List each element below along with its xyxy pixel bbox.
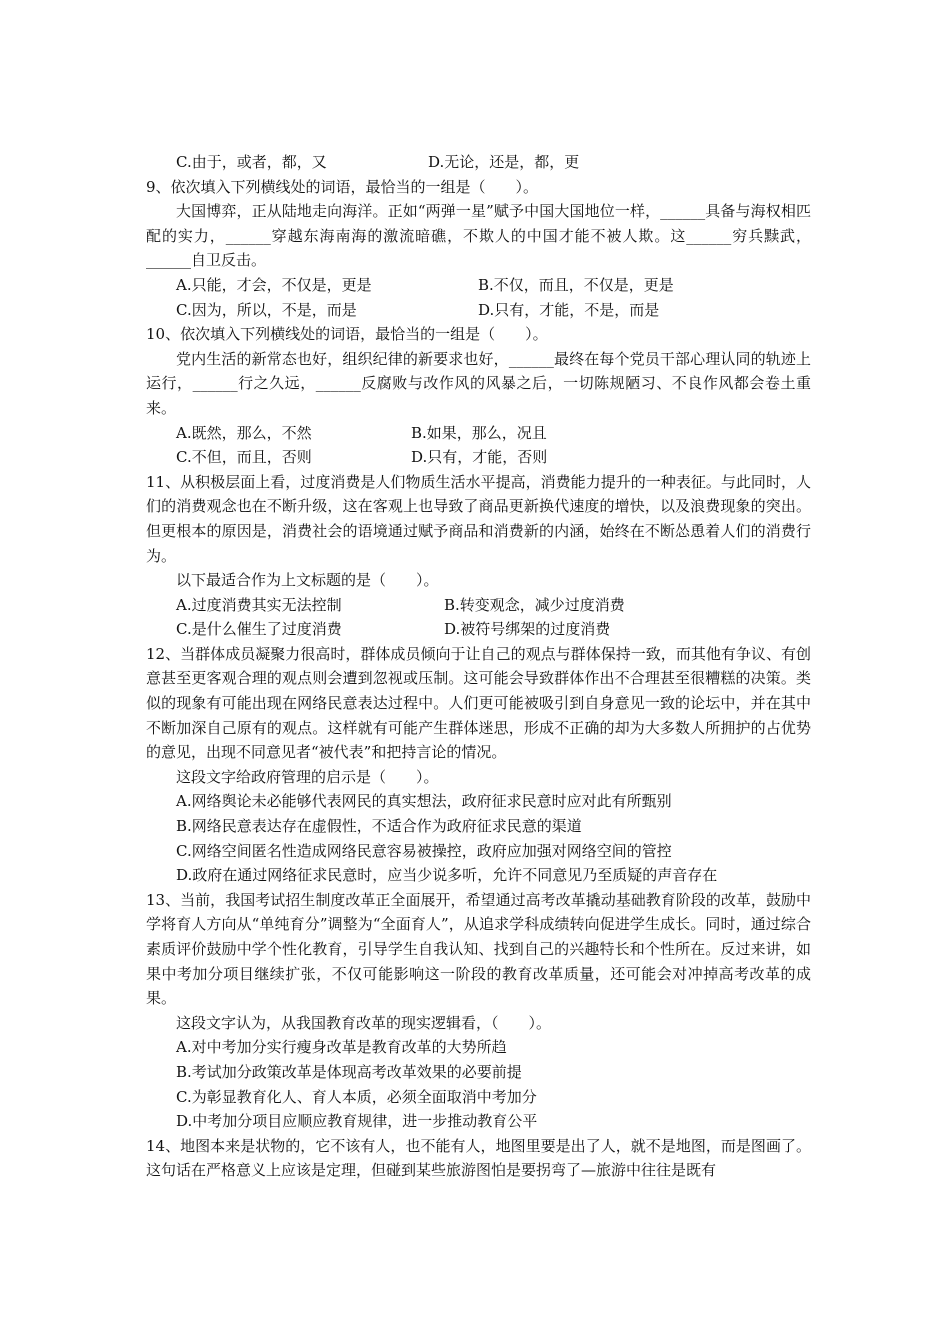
q10-options-row-1 [146,421,811,446]
q12-option-c: C.网络空间匿名性造成网络民意容易被操控，政府应加强对网络空间的管控 [176,841,672,860]
q11-option-a: A.过度消费其实无法控制 [176,595,342,614]
q12-passage: 12、当群体成员凝聚力很高时，群体成员倾向于让自己的观点与群体保持一致，而其他有争议、有创意甚至更客观合理的观点则会遭到忽视或压制。这可能会导致群体作出不合理甚至很糟糕的决策。类似的现象有可能出现在网络民意表达过程中。人们更可能被吸引到自身意见一致的论坛中，并在其中不断加深自己原有的观点。这样就有可能产生群体迷思，形成不正确的却为大多数人所拥护的占优势的意见，出现不同意见者“被代表”和把持言论的情况。 [146,644,811,762]
q13-stem: 这段文字认为，从我国教育改革的现实逻辑看，（ ）。 [176,1013,552,1032]
q11-stem: 以下最适合作为上文标题的是（ ）。 [176,571,439,590]
q13-option-a: A.对中考加分实行瘦身改革是教育改革的大势所趋 [176,1038,507,1057]
q12-stem: 这段文字给政府管理的启示是（ ）。 [176,767,439,786]
q10-stem: 10、依次填入下列横线处的词语，最恰当的一组是（ ）。 [146,325,548,344]
q14-passage: 14、地图本来是状物的，它不该有人，也不能有人，地图里要是出了人，就不是地图，而是图画了。这句话在严格意义上应该是定理，但碰到某些旅游图怕是要拐弯了—旅游中往往是既有 [146,1136,811,1180]
q11-option-b: B.转变观念，减少过度消费 [444,595,625,614]
q11-option-c: C.是什么催生了过度消费 [176,620,342,639]
q9-stem: 9、依次填入下列横线处的词语，最恰当的一组是（ ）。 [146,177,539,196]
q8-options-row [146,150,811,175]
q13-passage: 13、当前，我国考试招生制度改革正全面展开，希望通过高考改革撬动基础教育阶段的改革，鼓励中学将育人方向从“单纯育分”调整为“全面育人”，从追求学科成绩转向促进学生成长。同时，通过综合素质评价鼓励中学个性化教育，引导学生自我认知、找到自己的兴趣特长和个性所在。反过来讲，如果中考加分项目继续扩张，不仅可能影响这一阶段的教育改革质量，还可能会对冲掉高考改革的成果。 [146,890,811,1008]
q12-option-d: D.政府在通过网络征求民意时，应当少说多听，允许不同意见乃至质疑的声音存在 [176,866,718,885]
q9-passage: 大国博弈，正从陆地走向海洋。正如“两弹一星”赋予中国大国地位一样，______具备与海权相匹配的实力，______穿越东海南海的激流暗礁，不欺人的中国才能不被人欺。这______穷兵黩武，______自卫反击。 [146,202,811,270]
q10-option-c: C.不但，而且，否则 [176,448,312,467]
q10-options-row-2 [146,445,811,470]
q9-option-d: D.只有，才能，不是，而是 [478,300,660,319]
q13-option-c: C.为彰显教育化人、育人本质，必须全面取消中考加分 [176,1087,537,1106]
q9-option-a: A.只能，才会，不仅是，更是 [176,275,372,294]
q10-option-b: B.如果，那么，况且 [411,423,547,442]
document-body [146,150,811,1183]
q10-option-d: D.只有，才能，否则 [411,448,548,467]
q13-option-d: D.中考加分项目应顺应教育规律，进一步推动教育公平 [176,1112,538,1131]
q9-option-b: B.不仅，而且，不仅是，更是 [478,275,674,294]
q9-options-row-2 [146,298,811,323]
q8-option-d: D.无论，还是，都，更 [428,153,580,171]
q11-option-d: D.被符号绑架的过度消费 [444,620,611,639]
q10-option-a: A.既然，那么，不然 [176,423,312,442]
q10-passage: 党内生活的新常态也好，组织纪律的新要求也好，______最终在每个党员干部心理认同的轨迹上运行，______行之久远，______反腐败与改作风的风暴之后，一切陈规陋习、不良作风都会卷土重来。 [146,349,811,417]
q9-option-c: C.因为，所以，不是，而是 [176,300,357,319]
q11-passage: 11、从积极层面上看，过度消费是人们物质生活水平提高，消费能力提升的一种表征。与此同时，人们的消费观念也在不断升级，这在客观上也导致了商品更新换代速度的增快，以及浪费现象的突出。但更根本的原因是，消费社会的语境通过赋予商品和消费新的内涵，始终在不断怂恿着人们的消费行为。 [146,472,811,565]
q12-option-a: A.网络舆论未必能够代表网民的真实想法，政府征求民意时应对此有所甄别 [176,792,672,811]
q13-option-b: B.考试加分政策改革是体现高考改革效果的必要前提 [176,1062,522,1081]
q9-options-row-1 [146,273,811,298]
q12-option-b: B.网络民意表达存在虚假性，不适合作为政府征求民意的渠道 [176,817,582,836]
q8-option-c: C.由于，或者，都，又 [176,153,327,171]
q11-options-row-1 [146,593,811,618]
q11-options-row-2 [146,617,811,642]
